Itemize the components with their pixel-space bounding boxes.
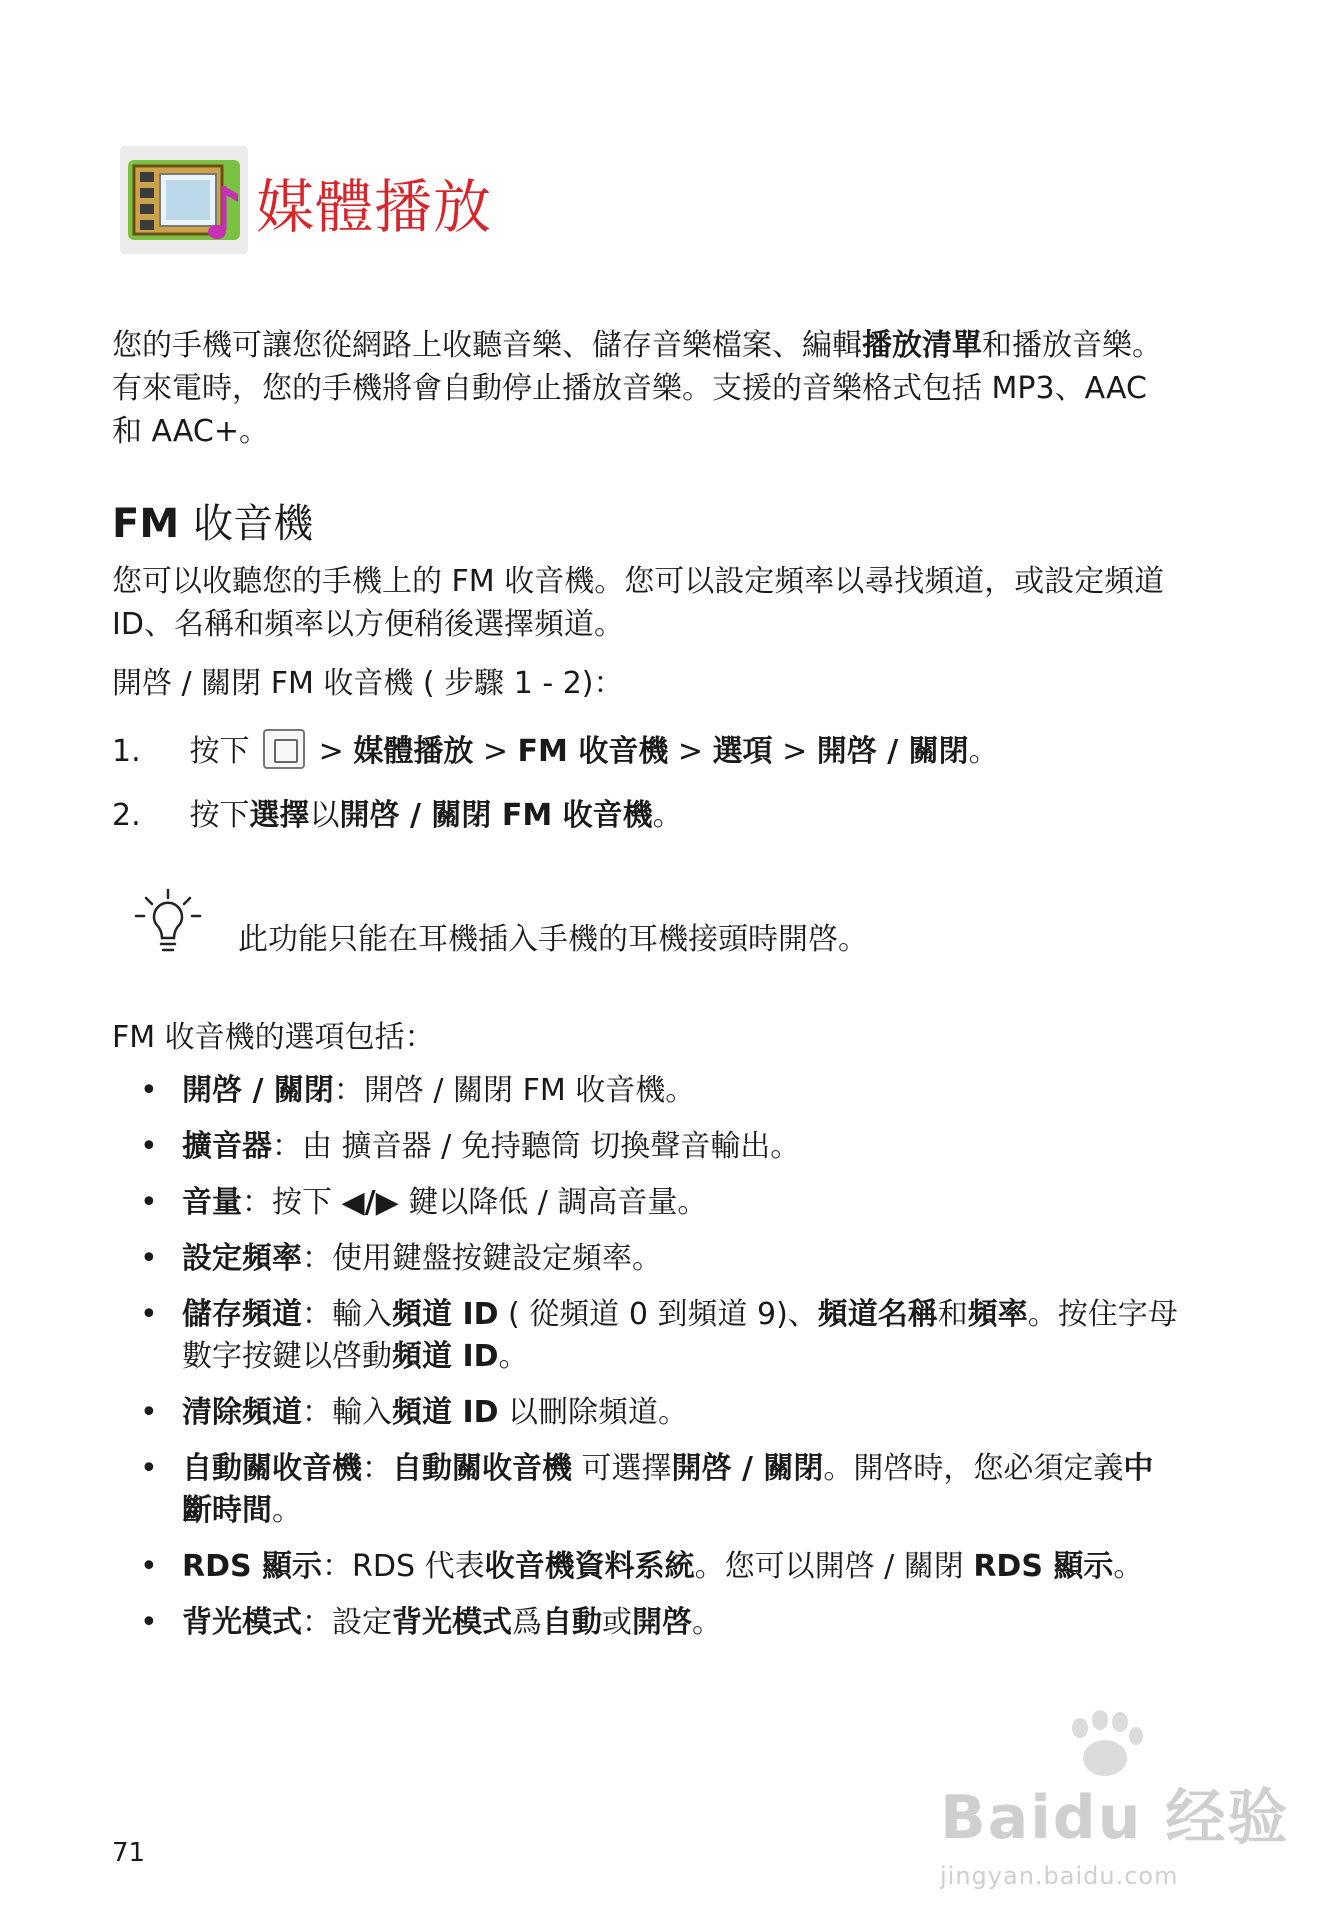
option-text: 。: [272, 1493, 302, 1528]
step-number: 1.: [112, 734, 141, 769]
option-title: 音量: [182, 1185, 242, 1220]
section-description: 您可以收聽您的手機上的 FM 收音機。您可以設定頻率以尋找頻道，或設定頻道 ID、名稱和頻率以方便稍後選擇頻道。: [112, 564, 1165, 642]
step-bold: FM 收音機: [517, 734, 669, 769]
menu-key-icon: [263, 729, 305, 769]
volume-keys: ◀/▶: [341, 1185, 399, 1220]
step-text: 按下: [189, 734, 250, 769]
option-text: ：輸入: [302, 1297, 392, 1332]
list-item: [140, 1238, 1180, 1280]
steps-intro: 開啓 / 關閉 FM 收音機 ( 步驟 1 - 2)：: [112, 666, 624, 701]
option-bold: 開啓: [632, 1605, 692, 1640]
options-list: [140, 1070, 1180, 1658]
list-item: [140, 1392, 1180, 1434]
intro-text-2: 和播放音樂。有來電時，您的手機將會自動停止播放音樂。支援的音樂格式包括 MP3、AAC 和 AAC+。: [112, 328, 1162, 449]
option-text: 。: [692, 1605, 722, 1640]
option-text: ：開啓 / 關閉 FM 收音機。: [333, 1073, 696, 1108]
list-item: [140, 1070, 1180, 1112]
bullet-icon: •: [140, 1297, 158, 1332]
page-title: 媒體播放: [256, 173, 493, 241]
option-bold: 自動關收音機: [392, 1451, 572, 1486]
option-title: 開啓 / 關閉: [182, 1073, 334, 1108]
option-text: 可選擇: [572, 1451, 672, 1486]
lightbulb-icon: [128, 884, 208, 968]
option-title: 儲存頻道: [182, 1297, 302, 1332]
option-bold: 開啓 / 關閉: [671, 1451, 824, 1486]
step-text: 。: [652, 798, 683, 833]
option-text: 鍵以降低 / 調高音量。: [398, 1185, 708, 1220]
section-heading: [112, 492, 313, 549]
section-heading-latin: FM: [112, 501, 180, 547]
step-separator: >: [473, 734, 518, 769]
option-text: 。開啓時，您必須定義: [823, 1451, 1124, 1486]
option-title: 擴音器: [182, 1129, 272, 1164]
option-text: 爲: [512, 1605, 542, 1640]
option-text: 以刪除頻道。: [498, 1395, 689, 1430]
option-bold: 頻道名稱: [817, 1297, 938, 1332]
option-text: 。按住字母數字按鍵以啓動: [182, 1297, 1178, 1374]
list-item: [140, 1294, 1180, 1378]
list-item: [140, 1126, 1180, 1168]
step-text: 。: [968, 734, 999, 769]
bullet-icon: •: [140, 1185, 158, 1220]
option-title: 清除頻道: [182, 1395, 302, 1430]
option-text: 。您可以開啓 / 關閉: [694, 1549, 974, 1584]
bullet-icon: •: [140, 1549, 158, 1584]
option-text: 。: [1113, 1549, 1144, 1584]
step-bold: 選項: [712, 734, 773, 769]
tip-text: 此功能只能在耳機插入手機的耳機接頭時開啓。: [238, 922, 868, 957]
bullet-icon: •: [140, 1451, 158, 1486]
intro-text: 您的手機可讓您從網路上收聽音樂、儲存音樂檔案、編輯: [112, 328, 862, 363]
watermark-url: jingyan.baidu.com: [940, 1862, 1179, 1890]
option-title: 背光模式: [182, 1605, 302, 1640]
step-2: [112, 790, 683, 834]
option-bold: 頻率: [967, 1297, 1028, 1332]
list-item: [140, 1448, 1180, 1532]
option-text: ：使用鍵盤按鍵設定頻率。: [302, 1241, 662, 1276]
step-bold: 開啓 / 關閉 FM 收音機: [339, 798, 653, 833]
step-bold: 選擇: [249, 798, 310, 833]
step-text: 按下: [189, 798, 250, 833]
option-text: 或: [602, 1605, 632, 1640]
step-bold: 開啓 / 關閉: [816, 734, 969, 769]
step-separator: >: [772, 734, 817, 769]
watermark: [940, 1770, 1289, 1890]
option-bold: 頻道 ID: [392, 1297, 499, 1332]
media-player-icon: [120, 146, 248, 254]
option-text: ：按下: [242, 1185, 342, 1220]
option-text: ：RDS 代表: [322, 1549, 485, 1584]
list-item: [140, 1602, 1180, 1644]
section-heading-cjk: 收音機: [193, 501, 314, 547]
option-title: 自動關收音機: [182, 1451, 362, 1486]
option-bold: 頻道 ID: [392, 1339, 499, 1374]
step-bold: 媒體播放: [353, 734, 474, 769]
option-text: 和: [937, 1297, 968, 1332]
step-1: [112, 726, 999, 770]
option-bold: 頻道 ID: [392, 1395, 499, 1430]
step-separator: >: [318, 734, 354, 769]
option-text: 。: [498, 1339, 529, 1374]
watermark-logo-text: Baidu 经验: [940, 1783, 1290, 1853]
intro-paragraph: [112, 324, 1172, 453]
option-title: 設定頻率: [182, 1241, 302, 1276]
option-text: ：設定: [302, 1605, 392, 1640]
bullet-icon: •: [140, 1129, 158, 1164]
bullet-icon: •: [140, 1395, 158, 1430]
list-item: [140, 1546, 1180, 1588]
step-separator: >: [668, 734, 713, 769]
bullet-icon: •: [140, 1605, 158, 1640]
page-number: 71: [112, 1838, 146, 1868]
list-item: [140, 1182, 1180, 1224]
option-title: RDS 顯示: [182, 1549, 323, 1584]
option-bold: 中斷時間: [182, 1451, 1154, 1528]
option-text: ( 從頻道 0 到頻道 9)、: [498, 1297, 818, 1332]
option-bold: 背光模式: [392, 1605, 512, 1640]
option-bold: RDS 顯示: [973, 1549, 1114, 1584]
option-text: ：輸入: [302, 1395, 392, 1430]
intro-bold: 播放清單: [862, 328, 982, 363]
options-intro: FM 收音機的選項包括：: [112, 1020, 435, 1055]
option-text: ：由 擴音器 / 免持聽筒 切換聲音輸出。: [272, 1129, 801, 1164]
step-number: 2.: [112, 798, 141, 833]
bullet-icon: •: [140, 1073, 158, 1108]
option-bold: 自動: [542, 1605, 602, 1640]
bullet-icon: •: [140, 1241, 158, 1276]
step-text: 以: [309, 798, 340, 833]
option-text: ：: [362, 1451, 392, 1486]
option-bold: 收音機資料系統: [484, 1549, 695, 1584]
